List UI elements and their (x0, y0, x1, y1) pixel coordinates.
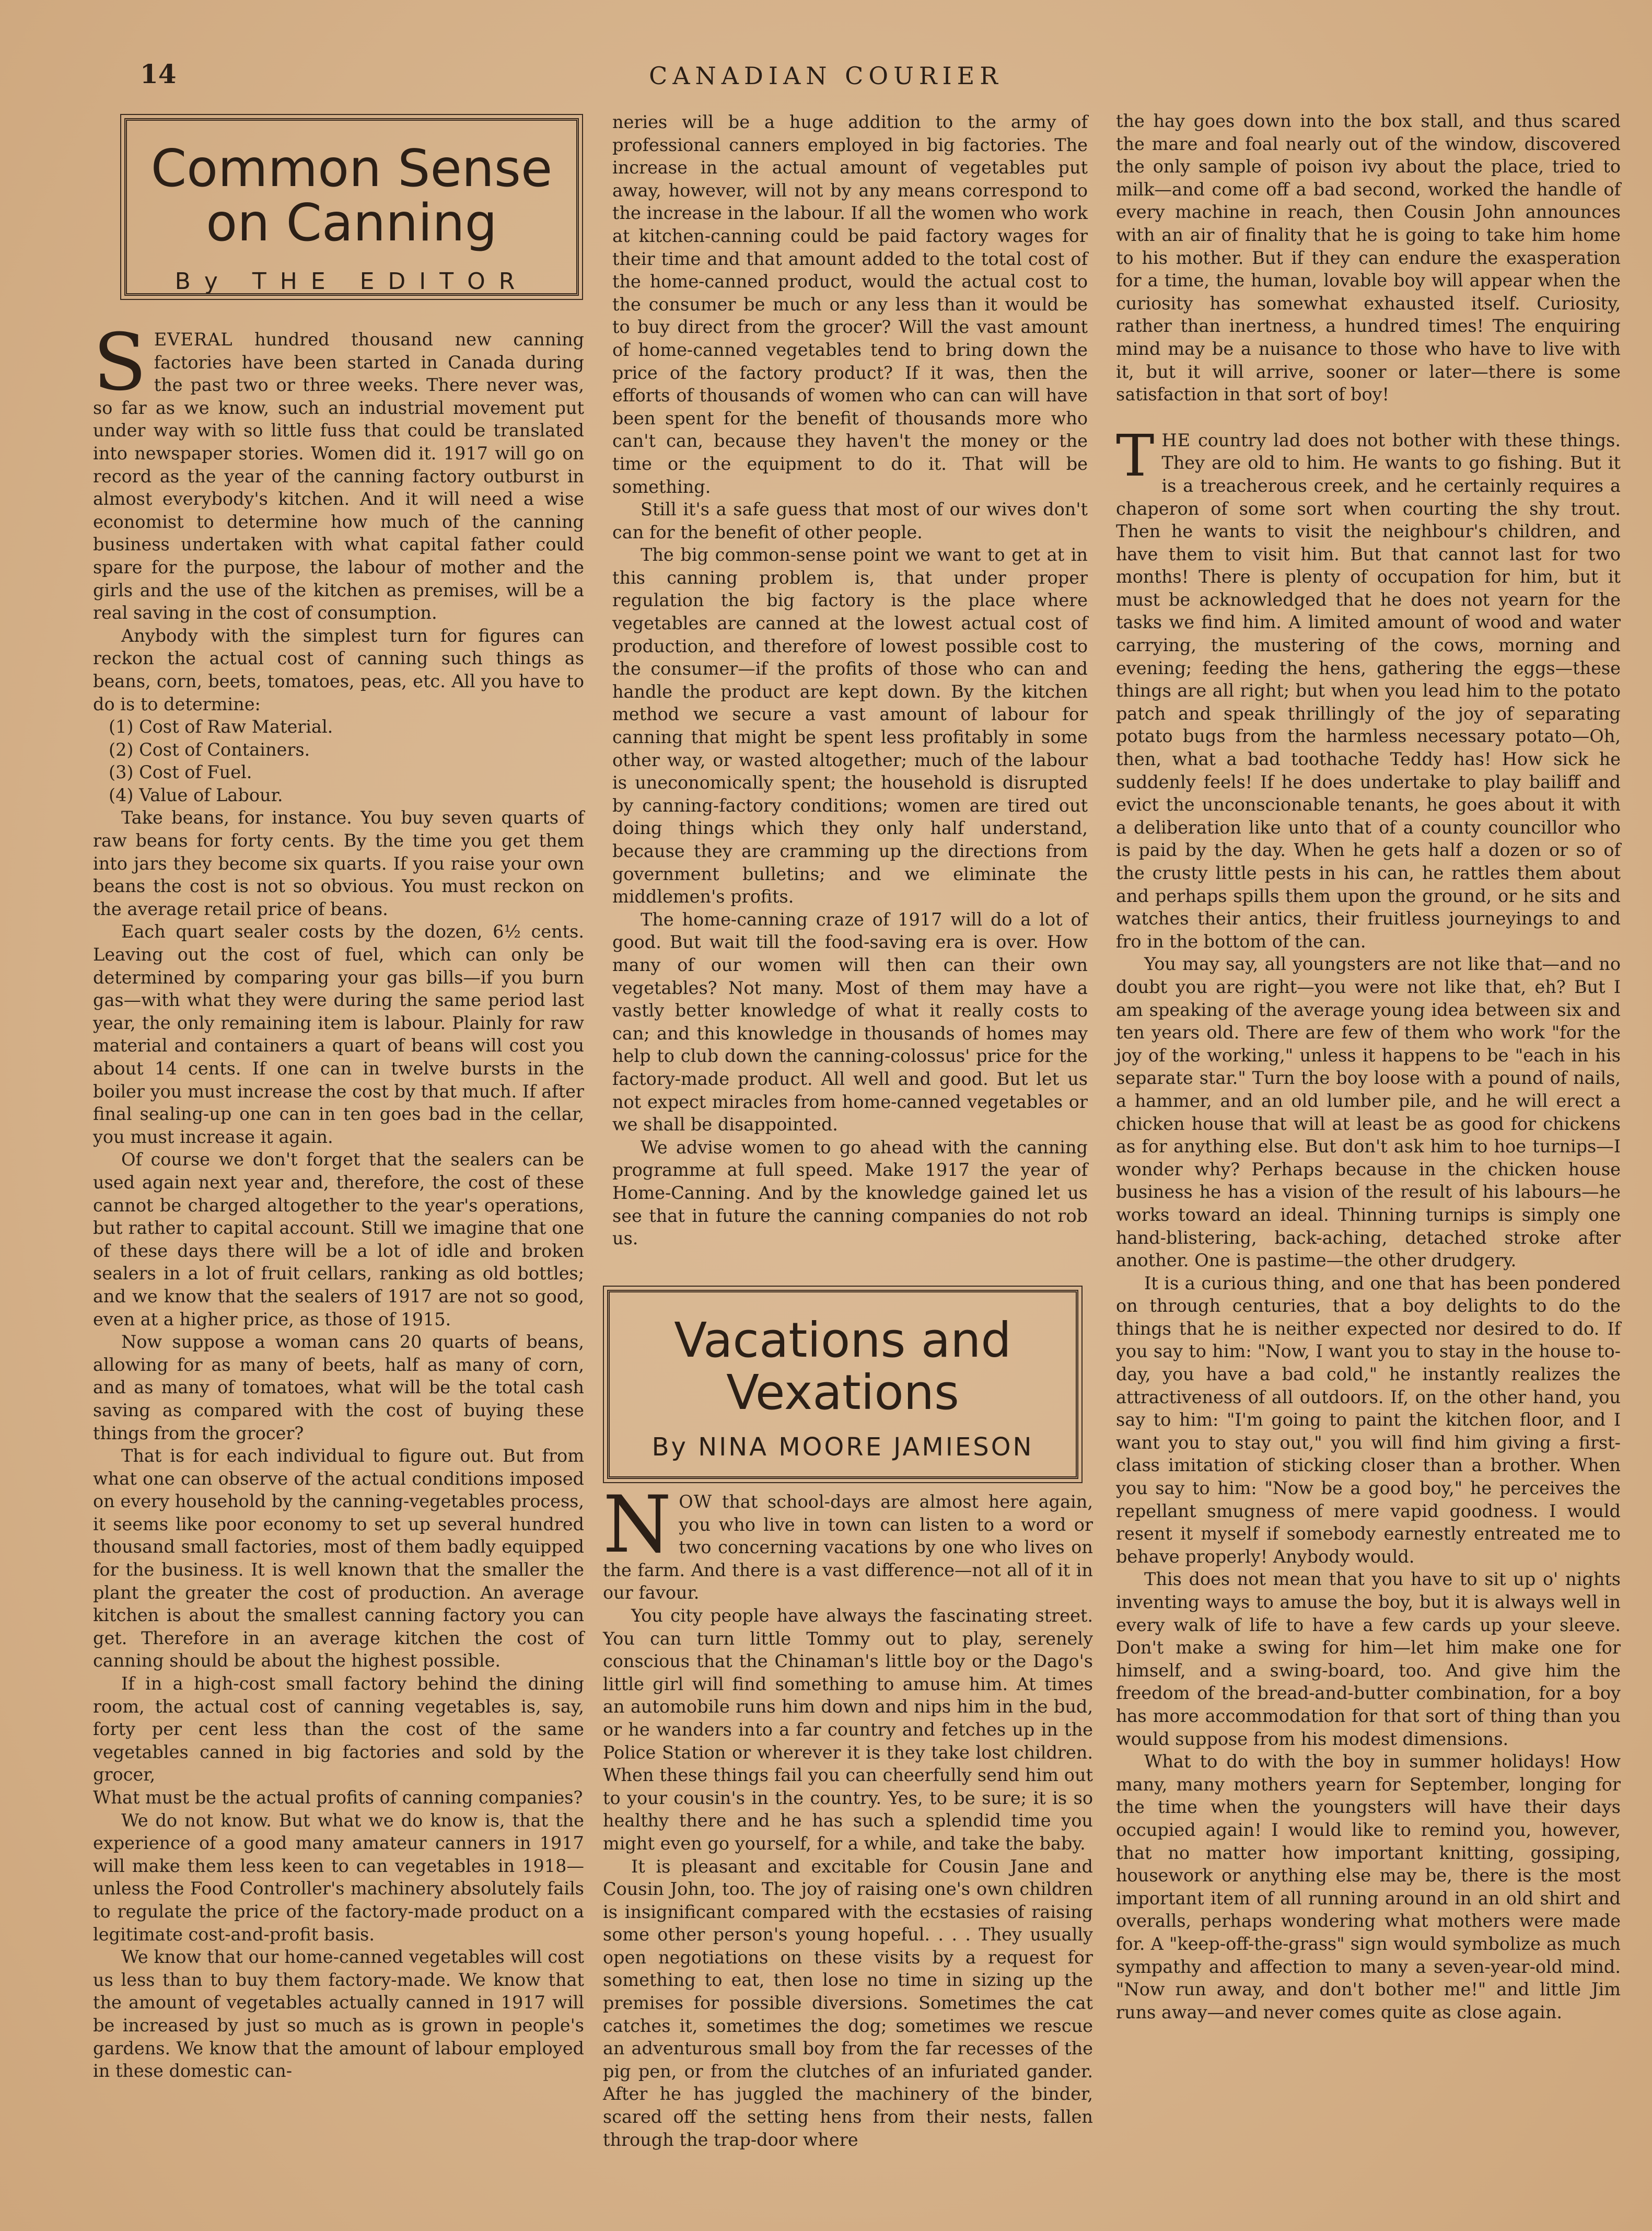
article1-paragraph: The home-canning craze of 1917 will do a lot of good. But wait till the food-saving era is over. How many of our women will then can their own vegetables? Not many. Most of them may have a vastly better knowledge of what it really costs to can; and this knowledge in thousands of homes may help to club down the canning-colossus' price for the factory-made product. All well and good. But let us not expect miracles from home-canned vegetables or we shall be disappointed. (612, 909, 1088, 1135)
article1-paragraph: We do not know. But what we do know is, that the experience of a good many amateur canners in 1917 will make them less keen to can vegetables in 1918—unless the Food Controller's machinery absolutely fails to regulate the price of the factory-made product on a legitimate cost-and-profit basis. (93, 1810, 584, 1945)
article1-title-line1: Common Sense (150, 139, 553, 199)
list-item: (4) Value of Labour. (109, 784, 283, 805)
list-item: (1) Cost of Raw Material. (109, 716, 333, 737)
article2-title (610, 1314, 1076, 1419)
dropcap: T (1116, 422, 1155, 489)
paragraph-text: hundred thousand new canning factories have been started in Canada during the past two or three weeks. There never was, so far as we know, such an industrial movement put under way with so little fuss that could be translated into newspaper stories. Women did it. 1917 will go on record as the year of the canning factory outburst in almost everybody's kitchen. And it will need a wise economist to determine how much of the canning business undertaken with what capital father could spare for the purpose, the labour of mother and the girls and the use of the kitchen as premises, will be a real saving in the cost of consumption. (93, 329, 584, 623)
article2-title-box (607, 1290, 1078, 1479)
lead-in: OW (679, 1492, 713, 1512)
article1-paragraph: If in a high-cost small factory behind the dining room, the actual cost of canning vegetables is, say, forty per cent less than the cost of the same vegetables canned in big factories and sold by the grocer, (93, 1673, 584, 1785)
article1-paragraph: The big common-sense point we want to get at in this canning problem is, that under proper regulation the big factory is the place where vegetables are canned at the lowest actual cost of production, and therefore of lowest possible cost to the consumer—if the profits of those who can and handle the product are kept down. By the kitchen method we secure a vast amount of labour for canning that might be spent less profitably in some other way, or wasted altogether; much of the labour is uneconomically spent; the household is disrupted by canning-factory conditions; women are tired out doing things which they only half understand, because they are cramming up the directions from government bulletins; and we eliminate the middlemen's profits. (612, 545, 1088, 907)
article1-paragraph: We know that our home-canned vegetables will cost us less than to buy them factory-made. We know that the amount of vegetables actually canned in 1917 will be increased by just so much as is grown in people's gardens. We know that the amount of labour employed in these domestic can- (93, 1947, 584, 2082)
article2-paragraph: It is a curious thing, and one that has been pondered on through centuries, that a boy delights to do the things that he is neither expected nor desired to do. If you say to him: "Now, I want you to stay in the house to-day, you have a bad cold," he instantly realizes the attractiveness of all outdoors. If, on the other hand, you say to him: "I'm going to paint the kitchen floor, and I want you to stay out," you will find him giving a first-class imitation of sticking closer than a brother. When you say to him: "Now be a good boy," he perceives the repellant smugness of mere vapid goodness. I would resent it myself if somebody earnestly entreated me to behave properly! Anybody would. (1116, 1273, 1621, 1567)
page-number: 14 (140, 59, 177, 89)
article1-title-line2: on Canning (206, 193, 497, 253)
dropcap: N (603, 1479, 672, 1570)
article1-paragraph: That is for each individual to figure out. But from what one can observe of the actual conditions imposed on every household by the canning-vegetables process, it seems like poor economy to set up several hundred thousand small factories, most of them badly equipped for the business. It is well known that the smaller the plant the greater the cost of production. An average kitchen is about the smallest canning factory you can get. Therefore in an average kitchen the cost of canning should be about the highest possible. (93, 1446, 584, 1671)
article2-paragraph: It is pleasant and excitable for Cousin Jane and Cousin John, too. The joy of raising one's own children is insignificant compared with the ecstasies of raising some other person's young hopeful. . . . They usually open negotiations on these visits by a request for something to eat, then lose no time in sizing up the premises for possible diversions. Sometimes the cat catches it, sometimes the dog; sometimes we rescue an adventurous small boy from the far recesses of the pig pen, or from the clutches of an infuriated gander. After he has juggled the machinery of the binder, scared off the setting hens from their nests, fallen through the trap-door where (603, 1856, 1093, 2150)
article2-title-line2: Vexations (726, 1365, 959, 1420)
article2-paragraph: What to do with the boy in summer holidays! How many, many mothers yearn for September, longing for the time when the youngsters will have their days occupied again! I would like to remind you, however, that no matter how important knitting, gossiping, housework or anything else may be, there is the most important item of all running around in an old shirt and overalls, perhaps wondering what mothers were made for. A "keep-off-the-grass" sign would symbolize as much sympathy and affection to many a seven-year-old mind. "Now run away, and don't bother me!" and little Jim runs away—and never comes quite as close again. (1116, 1751, 1621, 2022)
article1-paragraph: Now suppose a woman cans 20 quarts of beans, allowing for as many of beets, half as many of corn, and as many of tomatoes, what will be the total cash saving as compared with the cost of buying these things from the grocer? (93, 1332, 584, 1443)
column-1 (93, 317, 584, 2083)
article1-paragraph: Anybody with the simplest turn for figures can reckon the actual cost of canning such things as beans, corn, beets, tomatoes, peas, etc. All you have to do is to determine: (93, 625, 584, 714)
lead-in: EVERAL (154, 329, 233, 350)
article2-title-line1: Vacations and (674, 1312, 1011, 1368)
article2-paragraph (603, 1479, 1093, 1604)
list-item: (3) Cost of Fuel. (109, 762, 252, 783)
dropcap: S (93, 317, 147, 408)
column-2 (612, 111, 1088, 1250)
lead-in: HE (1161, 430, 1191, 450)
article1-title-box (124, 118, 579, 296)
article1-title (127, 139, 576, 253)
article2-paragraph (1116, 422, 1621, 953)
article1-paragraph: We advise women to go ahead with the canning programme at full speed. Make 1917 the year of Home-Canning. And by the knowledge gained let us see that in future the canning companies do not rob us. (612, 1137, 1088, 1249)
running-head: CANADIAN COURIER (649, 62, 1003, 90)
article1-paragraph: Take beans, for instance. You buy seven quarts of raw beans for forty cents. By the time you get them into jars they become six quarts. If you raise your own beans the cost is not so obvious. You must reckon on the average retail price of beans. (93, 807, 584, 919)
article1-paragraph: neries will be a huge addition to the army of professional canners employed in big factories. The increase in the actual amount of vegetables put away, however, will not by any means correspond to the increase in the labour. If all the women who work at kitchen-canning could be paid factory wages for their time and that amount added to the total cost of the home-canned product, would the actual cost to the consumer be much or any less than it would be to buy direct from the grocer? Will the vast amount of home-canned vegetables tend to bring down the price of the factory product? If it was, then the efforts of thousands of women who can can will have been spent for the benefit of thousands more who can't can, because they haven't the money or the time or the equipment to do it. That will be something. (612, 112, 1088, 497)
paragraph-text: that school-days are almost here again, you who live in town can listen to a word or two concerning vacations by one who lives on the farm. And there is a vast difference—not all of it in our favour. (603, 1492, 1093, 1603)
article2-paragraph: This does not mean that you have to sit up o' nights inventing ways to amuse the boy, but it is always well in every walk of life to have a few cards up your sleeve. Don't make a swing for him—let him make one for himself, and a swing-board, too. And give him the freedom of the bread-and-butter combination, for a boy has more accommodation for that sort of thing than you would suppose from his modest dimensions. (1116, 1569, 1621, 1749)
article2-paragraph: the hay goes down into the box stall, and thus scared the mare and foal nearly out of the window, discovered the only sample of poison ivy about the place, tried to milk—and come off a bad second, worked the handle of every machine in reach, then Cousin John announces with an air of finality that he is going to take him home to his mother. But if they can endure the exasperation for a time, the human, lovable boy will appear when the curiosity has somewhat exhausted itself. Curiosity, rather than inertness, a hundred times! The enquiring mind may be a nuisance to those who have to live with it, but it will arrive, sooner or later—there is some satisfaction in that sort of boy! (1116, 111, 1621, 405)
list-item: (2) Cost of Containers. (109, 739, 310, 760)
column-2-lower (603, 1479, 1093, 2151)
article1-paragraph (93, 317, 584, 625)
article1-paragraph: What must be the actual profits of canning companies? (93, 1787, 583, 1808)
article1-byline: By THE EDITOR (174, 268, 529, 295)
article2-byline: By NINA MOORE JAMIESON (652, 1432, 1034, 1462)
column-3 (1116, 110, 1621, 2024)
article1-paragraph: Of course we don't forget that the sealers can be used again next year and, therefore, the cost of these cannot be charged altogether to the year's operations, but rather to capital account. Still we imagine that one of these days there will be a lot of idle and broken sealers in a lot of fruit cellars, ranking as old bottles; and we know that the sealers of 1917 are not so good, even at a higher price, as those of 1915. (93, 1149, 584, 1330)
article2-paragraph: You city people have always the fascinating street. You can turn little Tommy out to play, serenely conscious that the Chinaman's little boy or the Dago's little girl will find something to amuse him. At times an automobile runs him down and nips him in the bud, or he wanders into a far country and fetches up in the Police Station or wherever it is they take lost children. When these things fail you can cheerfully send him out to your cousin's in the country. Yes, to be sure; it is so healthy there and he has such a splendid time you might even go yourself, for a while, and take the baby. (603, 1605, 1093, 1854)
article2-paragraph: You may say, all youngsters are not like that—and no doubt you are right—you were not like that, eh? But I am speaking of the average young idea between six and ten years old. There are few of them who work "for the joy of the working," unless it happens to be "each in his separate star." Turn the boy loose with a pound of nails, a hammer, and an old lumber pile, and he will erect a chicken house that will at least be as good for chickens as for anything else. But don't ask him to hoe turnips—I wonder why? Perhaps because in the chicken house business he has a vision of the result of his labours—he works toward an ideal. Thinning turnips is simply one hand-blistering, back-aching, detached stroke after another. One is pastime—the other drudgery. (1116, 954, 1621, 1271)
article1-paragraph: Still it's a safe guess that most of our wives don't can for the benefit of other people. (612, 499, 1088, 542)
article1-paragraph: Each quart sealer costs by the dozen, 6½ cents. Leaving out the cost of fuel, which can only be determined by comparing your gas bills—if you burn gas—with what they were during the same period last year, the only remaining item is labour. Plainly for raw material and containers a quart of beans will cost you about 14 cents. If one can in twelve bursts in the boiler you must increase the cost by that much. If after final sealing-up one can in ten goes bad in the cellar, you must increase it again. (93, 921, 584, 1147)
paragraph-text: country lad does not bother with these things. They are old to him. He wants to go fishing. But it is a treacherous creek, and he certainly requires a chaperon of some sort when courting the shy trout. Then he wants to visit the neighbour's children, and have them to visit him. But that cannot last for two months! There is plenty of occupation for him, but it must be acknowledged that he does not yearn for the tasks we find him. A limited amount of wood and water carrying, the mustering of the cows, morning and evening; feeding the hens, gathering the eggs—these things are all right; but when you lead him to the potato patch and speak thrillingly of the joy of separating potato bugs from the harmless necessary potato—Oh, then, what a bad toothache Teddy has! How sick he suddenly feels! If he does undertake to play bailiff and evict the unconscionable tenants, he goes about it with a deliberation like unto that of a county councillor who is paid by the day. When he gets half a dozen or so of the crusty little pests in his can, he rattles them about and perhaps spills them upon the ground, or he sits and watches their antics, their fruitless journeyings to and fro in the bottom of the can. (1116, 430, 1621, 952)
